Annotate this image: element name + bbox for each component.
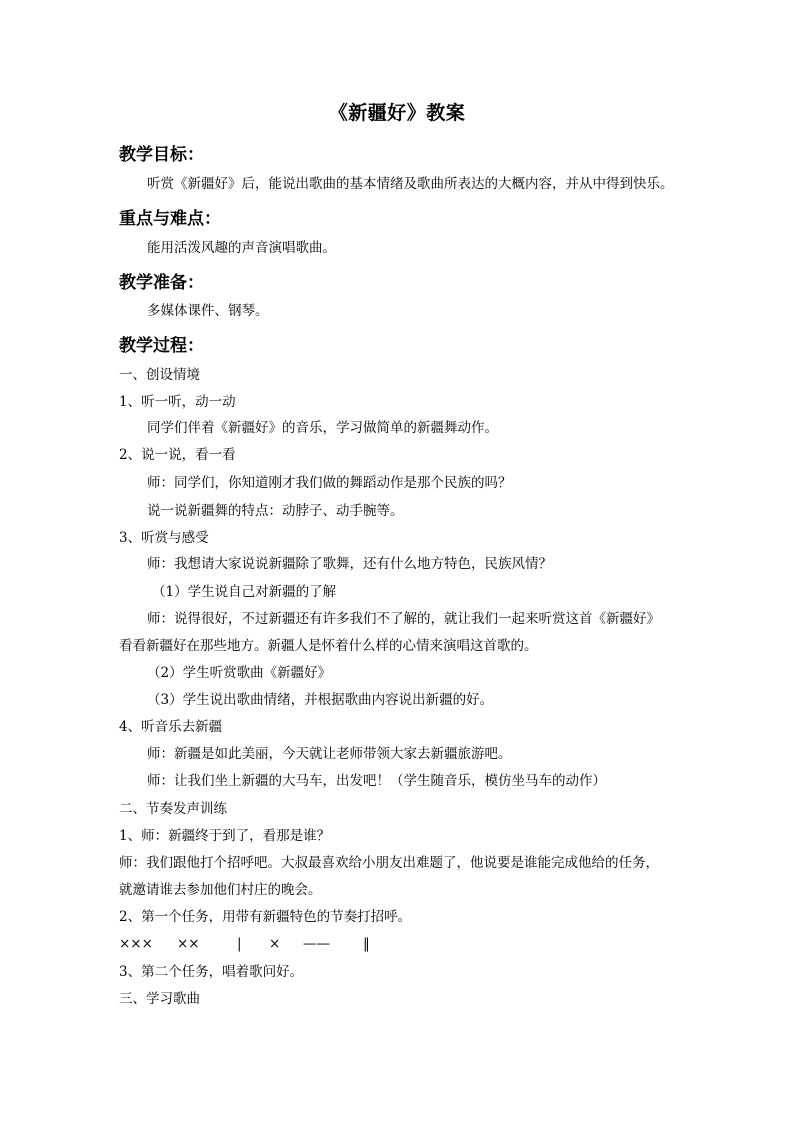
item-2-1-text-a: 师：我们跟他打个招呼吧。大叔最喜欢给小朋友出难题了，他说要是谁能完成他给的任务， [119,855,659,871]
item-1-3-sub-3: （3）学生说出歌曲情绪，并根据歌曲内容说出新疆的好。 [147,692,494,708]
section-3-heading: 三、学习歌曲 [119,991,200,1007]
item-1-3-text-d: 看看新疆好在那些地方。新疆人是怀着什么样的心情来演唱这首歌的。 [119,638,538,654]
item-1-3-sub-1: （1）学生说自己对新疆的了解 [152,584,337,600]
item-1-4: 4、听音乐去新疆 [119,719,223,735]
paragraph-key-points: 能用活泼风趣的声音演唱歌曲。 [147,240,336,256]
item-1-3: 3、听赏与感受 [119,530,209,546]
paragraph-goal: 听赏《新疆好》后，能说出歌曲的基本情绪及歌曲所表达的大概内容，并从中得到快乐。 [147,176,674,192]
item-2-1-text-b: 就邀请谁去参加他们村庄的晚会。 [119,882,322,898]
item-1-3-text-a: 师：我想请大家说说新疆除了歌舞，还有什么地方特色，民族风情？ [147,556,552,572]
item-1-2-text-a: 师：同学们，你知道刚才我们做的舞蹈动作是那个民族的吗？ [147,475,512,491]
heading-process: 教学过程： [119,336,204,356]
heading-teaching-goal: 教学目标： [119,145,204,165]
document-title: 《新疆好》教案 [328,102,466,124]
item-1-4-text-a: 师：新疆是如此美丽，今天就让老师带领大家去新疆旅游吧。 [147,746,512,762]
item-1-1-text: 同学们伴着《新疆好》的音乐，学习做简单的新疆舞动作。 [147,420,498,436]
rhythm-beat-2: ×× [177,936,200,952]
rhythm-beat-3: × [269,936,281,952]
rhythm-dash: —— [303,936,330,952]
section-2-heading: 二、节奏发声训练 [119,801,227,817]
section-1-heading: 一、创设情境 [119,367,200,383]
rhythm-barline-end: ‖ [363,936,370,952]
item-2-3: 3、第二个任务，唱着歌问好。 [119,964,304,980]
item-1-2-text-b: 说一说新疆舞的特点：动脖子、动手腕等。 [147,503,404,519]
item-2-2: 2、第一个任务，用带有新疆特色的节奏打招呼。 [119,909,412,925]
heading-preparation: 教学准备： [119,273,204,293]
paragraph-preparation: 多媒体课件、钢琴。 [147,303,269,319]
item-1-1: 1、听一听，动一动 [119,394,236,410]
item-1-3-text-c: 师：说得很好，不过新疆还有许多我们不了解的，就让我们一起来听赏这首《新疆好》 [147,611,660,627]
item-1-3-sub-2: （2）学生听赏歌曲《新疆好》 [147,665,332,681]
heading-key-points: 重点与难点： [119,209,221,229]
item-1-4-text-b: 师：让我们坐上新疆的大马车，出发吧！（学生随音乐，模仿坐马车的动作） [147,773,606,789]
item-2-1: 1、师：新疆终于到了，看那是谁？ [119,828,331,844]
item-1-2: 2、说一说，看一看 [119,447,236,463]
rhythm-barline-1: | [237,936,242,952]
rhythm-beat-1: ××× [119,936,153,952]
